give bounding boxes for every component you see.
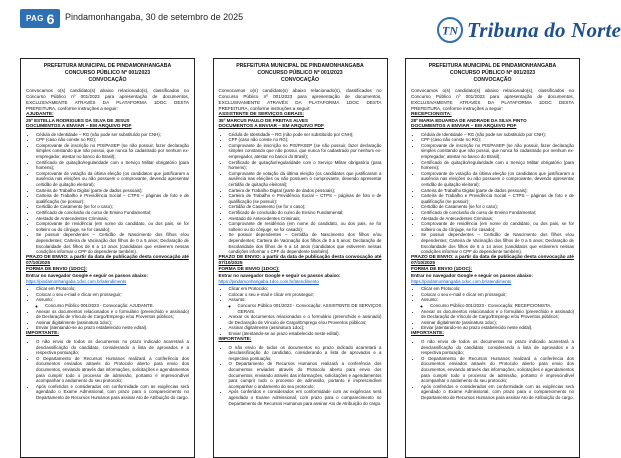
important-item: • Após conferidos e considerados em conformidade com as exigências será agendado o Exame Admissional, com prazo para o comparecimento no Departamento de Recursos Humanos para assinar Ato de Atribuição do cargo. [36,384,189,401]
important-item: • Após conferidos e considerados em conformidade com as exigências será agendado o Exame Admissional, com prazo para o comparecimento no Departamento de Recursos Humanos para assinar Ato de Atribuição do cargo. [229,389,382,406]
page-badge [20,9,60,28]
assunto-item: ◦ Concurso Público 001/2023 - Convocação: RECEPCIONISTA. [430,303,574,309]
step-item: • Clicar em Protocolo; [421,286,574,292]
step-item: • Assinar digitalmente (assinatura 1doc); [229,325,382,331]
deadline [219,255,382,267]
assunto-label: Assunto: [228,297,246,303]
step-item [36,297,189,308]
column-title-3: CONVOCAÇÃO [473,77,512,83]
important-heading: IMPORTANTE: [218,336,252,342]
step-item: • Anexar os documentos relacionados e o formulário (preenchido e assinado) de Declaração de Vínculo de Cargo/Emprego e/ou Proventos públicos; [421,309,574,320]
step-item: • Anexar os documentos relacionados e o formulário (preenchido e assinado) de Declaração de Vínculo de Cargo/Emprego e/ou Proventos públicos; [36,309,189,320]
column-title-2: CONCURSO PÚBLICO Nº 001/2023 [257,70,343,76]
role-heading: RECEPCIONISTA: [411,111,452,117]
important-item: • O não envio de todos os documentos no prazo indicado acarretará a desclassificação do candidato, considerando a lista de aprovados e a respectiva pontuação; [421,339,574,356]
doc-item: • Carteira de Trabalho Digital (parte de dados pessoais); [229,188,382,194]
candidate-name: 25º ESTELLA RODRIGUES DA SILVA DE JESUS [26,117,130,123]
doc-item: • Certificado de conclusão do curso de Ensino Fundamental; [36,210,189,216]
doc-item: • Carteira de Trabalho e Previdência Social – CTPS – páginas de foto e de qualificação (se possuir); [36,193,189,204]
docs-heading: DOCUMENTOS A ENVIAR – EM ARQUIVO PDF [218,123,324,129]
doc-item: • Atestado de Antecedentes Criminais; [229,216,382,222]
docs-list [411,132,574,255]
important-item: • O Departamento de Recursos Humanos realizará a conferência dos documentos enviados através do Protocolo aberto para envio dos documentos, enviando através das informações, solicitações e agendamentos para cumprir todo o processo de admissão, portanto é imprescindível acompanhar o andamento do seu protocolo; [421,356,574,384]
doc-item: • Comprovante de residência (em nome do candidato, ou dos pais, se for solteiro ou do cônjuge, se for casado); [229,221,382,232]
column-assistente [213,58,388,458]
important-item: • Após conferidos e considerados em conformidade com as exigências será agendado o Exame Admissional, com prazo para o comparecimento no Departamento de Recursos Humanos para assinar Ato de Atribuição do cargo. [421,384,574,401]
step-item: • Enviar (atentando-se ao prazo estabelecido neste edital). [421,325,574,331]
doc-item: • Comprovante de inscrição no PIS/PASEP (se não possuir, fazer declaração simples constando que não possui, que nunca foi cadastrado por nenhum ex-empregador, atestar no banco do Brasil); [229,143,382,160]
important-list [219,345,382,407]
steps-list [219,286,382,336]
dateline: Pindamonhangaba, 30 de setembro de 2025 [65,12,244,22]
column-title-3: CONVOCAÇÃO [88,77,127,83]
doc-item: • Comprovante de votação da última eleição (os candidatos que justificaram a ausência nas eleições ou não possuem o comprovante, devendo apresentar certidão de quitação eleitoral); [421,171,574,188]
newspaper-header [0,0,621,58]
form-link[interactable]: https://pindamonhangaba.1doc.com.br/atendimento [218,278,319,284]
step-item: • Assinar digitalmente (assinatura 1doc); [421,320,574,326]
important-heading: IMPORTANTE: [26,331,59,337]
intro-paragraph: Convocamos o(s) candidato(s) abaixo relacionado(s), classificados no Concurso Público nº 001/2023 para apresentação de documentos, EXCLUSIVAMENTE ATRAVÉS DA PLATAFORMA 1DOC DESTA PREFEITURA, conforme instruções a seguir: [218,88,382,111]
important-list [26,339,189,401]
page-word: PAG [26,14,44,23]
doc-item: • Certidão de Casamento (se for o caso); [229,204,382,210]
doc-item: • Comprovante de votação da última eleição (os candidatos que justificaram a ausência nas eleições ou não possuem o comprovante, devendo apresentar certidão de quitação eleitoral); [36,171,189,188]
deadline-text: PRAZO DE ENVIO: a partir da data de publicação desta convocação até [26,254,189,260]
intro-paragraph: Convocamos o(s) candidato(s) abaixo relacionado(s), classificados no Concurso Público nº 001/2023 para apresentação de documentos, EXCLUSIVAMENTE ATRAVÉS DA PLATAFORMA 1DOC DESTA PREFEITURA, conforme instruções a seguir: [26,88,189,111]
column-recepcionista [405,58,580,458]
form-link[interactable]: https://pindamonhangaba.1doc.com.br/atendimento [26,278,127,284]
column-title-1: PREFEITURA MUNICIPAL DE PINDAMONHANGABA [43,63,172,69]
assunto-label: Assunto: [36,297,54,303]
form-intro: Entrar no navegador Google e seguir os passos abaixo: [218,272,341,278]
docs-list [26,132,189,255]
important-item: • O não envio de todos os documentos no prazo indicado acarretará a desclassificação do candidato, considerando a lista de aprovados e a respectiva pontuação; [36,339,189,356]
doc-item: • Comprovante de residência (em nome do candidato, ou dos pais, se for solteiro ou do cônjuge, se for casado); [421,221,574,232]
step-item: • Enviar (atentando-se ao prazo estabelecido neste edital). [36,325,189,331]
doc-item: • Cédula de Identidade – RG (não pode ser substituído por CNH); [229,132,382,138]
deadline-text: PRAZO DE ENVIO: a partir da data de publicação desta convocação até [218,254,382,260]
column-title-1: PREFEITURA MUNICIPAL DE PINDAMONHANGABA [428,63,557,69]
doc-item: • Comprovante de votação da última eleição (os candidatos que justificaram a ausência nas eleições ou não possuem o comprovante, devendo apresentar certidão de quitação eleitoral); [229,171,382,188]
tn-logo-icon [437,17,463,43]
step-item: • Colocar o seu e-mail e clicar em prosseguir; [36,292,189,298]
role-heading: AJUDANTE: [26,111,54,117]
doc-item: • Carteira de Trabalho Digital (parte de dados pessoais); [421,188,574,194]
doc-item: • Certidão de Casamento (se for o caso); [421,204,574,210]
doc-item: • Carteira de Trabalho e Previdência Social – CTPS – páginas de foto e de qualificação (se possuir); [421,193,574,204]
step-item: • Assinar digitalmente (assinatura 1doc); [36,320,189,326]
assunto-item: ◦ Concurso Público 001/2023 - Convocação: ASSISTENTE DE SERVIÇOS GERAIS. [238,303,382,314]
form-intro: Entrar no navegador Google e seguir os passos abaixo: [26,272,149,278]
logo-mark-text: TN [442,23,458,38]
important-heading: IMPORTANTE: [411,331,444,337]
form-heading: FORMA DE ENVIO (1DOC): [26,266,88,272]
page-number: 6 [46,10,55,27]
doc-item: • Comprovante de inscrição no PIS/PASEP (se não possuir, fazer declaração simples constando que não possui, que nunca foi cadastrado por nenhum ex-empregador, atestar no banco do Brasil); [36,143,189,160]
column-ajudante [20,58,195,458]
intro-paragraph: Convocamos o(s) candidato(s) abaixo relacionado(s), classificados no Concurso Público nº 001/2023 para apresentação de documentos, EXCLUSIVAMENTE ATRAVÉS DA PLATAFORMA 1DOC DESTA PREFEITURA, conforme instruções a seguir: [411,88,574,111]
important-item: • O Departamento de Recursos Humanos realizará a conferência dos documentos enviados através do Protocolo aberto para envio dos documentos, enviando através das informações, solicitações e agendamentos para cumprir todo o processo de admissão, portanto é imprescindível acompanhar o andamento do seu protocolo; [36,356,189,384]
doc-item: • CPF (caso não conste no RG); [36,137,189,143]
step-item: • Colocar o seu e-mail e clicar em prosseguir; [229,292,382,298]
doc-item: • Certificado de quitação/regularidade com o Serviço Militar obrigatório (para homens); [36,160,189,171]
doc-item: • Atestado de Antecedentes Criminais; [36,216,189,222]
docs-list [219,132,382,255]
form-heading: FORMA DE ENVIO (1DOC): [411,266,473,272]
important-item: • O Departamento de Recursos Humanos realizará a conferência dos documentos enviados através do Protocolo aberto para envio dos documentos, enviando através das informações, solicitações e agendamentos para cumprir todo o processo de admissão, portanto é imprescindível acompanhar o andamento do seu protocolo; [229,361,382,389]
step-item: • Anexar os documentos relacionados e o formulário (preenchido e assinado) de Declaração de Vínculo de Cargo/Emprego e/ou Proventos públicos; [229,314,382,325]
docs-heading: DOCUMENTOS A ENVIAR – EM ARQUIVO PDF [411,123,517,129]
doc-item: • Certificado de quitação/regularidade com o Serviço Militar obrigatório (para homens); [229,160,382,171]
doc-item: • Carteira de Trabalho e Previdência Social – CTPS – páginas de foto e de qualificação (se possuir); [229,193,382,204]
step-item: • Clicar em Protocolo; [36,286,189,292]
doc-item: • Certidão de Casamento (se for o caso); [36,204,189,210]
doc-item: • Carteira de Trabalho Digital (parte de dados pessoais); [36,188,189,194]
form-intro: Entrar no navegador Google e seguir os passos abaixo: [411,272,534,278]
deadline [411,255,574,267]
assunto-label: Assunto: [421,297,439,303]
logo-text: Tribuna do Norte [467,17,621,42]
column-title-2: CONCURSO PÚBLICO Nº 001/2023 [64,70,151,76]
assunto-item: ◦ Concurso Público 001/2023 - Convocação: AJUDANTE. [45,303,189,309]
doc-item: • Comprovante de inscrição no PIS/PASEP (se não possuir, fazer declaração simples constando que não possui, que nunca foi cadastrado por nenhum ex-empregador, atestar no banco do Brasil); [421,143,574,160]
announcement-columns [20,58,580,450]
deadline-text: PRAZO DE ENVIO: a partir da data de publicação desta convocação até [411,254,574,260]
steps-list [26,286,189,331]
doc-item: • Atestado de Antecedentes Criminais; [421,216,574,222]
newspaper-logo [437,17,621,43]
doc-item: • Cédula de Identidade – RG (não pode ser substituído por CNH); [36,132,189,138]
deadline-date: 07/10/2025 [218,260,243,266]
role-heading: ASSISTENTE DE SERVIÇOS GERAIS: [218,111,304,117]
doc-item: • Comprovante de residência (em nome do candidato, ou dos pais, se for solteiro ou do cônjuge, se for casado); [36,221,189,232]
steps-list [411,286,574,331]
column-title-2: CONCURSO PÚBLICO Nº 001/2023 [449,70,536,76]
doc-item: • Cédula de Identidade – RG (não pode ser substituído por CNH); [421,132,574,138]
doc-item: • Certificado de conclusão do curso de Ensino Fundamental; [229,210,382,216]
step-item [421,297,574,308]
form-heading: FORMA DE ENVIO (1DOC): [218,266,280,272]
step-item: • Clicar em Protocolo; [229,286,382,292]
deadline-date: 07/10/2025 [26,260,51,266]
doc-item: • Certificado de conclusão do curso de Ensino Fundamental; [421,210,574,216]
doc-item: • Se possuir dependentes – Certidão de Nascimento dos filhos e/ou dependentes; Carteira de Vacinação dos filhos de 0 a 5 anos; Declaração de Escolaridade dos filhos de 6 a 14 anos (candidatos que estiverem nessas condições informar o CPF do dependente também). [36,232,189,254]
column-title-3: CONVOCAÇÃO [280,77,320,83]
deadline [26,255,189,267]
doc-item: • CPF (caso não conste no RG); [421,137,574,143]
important-list [411,339,574,401]
doc-item: • Se possuir dependentes – Certidão de Nascimento dos filhos e/ou dependentes; Carteira de Vacinação dos filhos de 0 a 5 anos; Declaração de Escolaridade dos filhos de 6 a 14 anos (candidatos que estiverem nessas condições informar o CPF do dependente também). [421,232,574,254]
docs-heading: DOCUMENTOS A ENVIAR – EM ARQUIVO PDF [26,123,132,129]
doc-item: • CPF (caso não conste no RG); [229,137,382,143]
deadline-date: 07/10/2025 [411,260,436,266]
step-item: • Enviar (atentando-se ao prazo estabelecido neste edital). [229,331,382,337]
doc-item: • Se possuir dependentes – Certidão de Nascimento dos filhos e/ou dependentes; Carteira de Vacinação dos filhos de 0 a 5 anos; Declaração de Escolaridade dos filhos de 6 a 14 anos (candidatos que estiverem nessas condições informar o CPF do dependente também). [229,232,382,254]
important-item: • O não envio de todos os documentos no prazo indicado acarretará a desclassificação do candidato, considerando a lista de aprovados e a respectiva pontuação; [229,345,382,362]
step-item [229,297,382,314]
doc-item: • Certificado de quitação/regularidade com o Serviço Militar obrigatório (para homens); [421,160,574,171]
form-link[interactable]: https://pindamonhangaba.1doc.com.br/atendimento [411,278,512,284]
candidate-name: 28º MARIA EDUARDA DE ANDRADE DA SILVA PINTO [411,117,527,123]
candidate-name: 35º MARCUS PAULO DE FREITAS ALVES [218,117,309,123]
step-item: • Colocar o seu e-mail e clicar em prosseguir; [421,292,574,298]
column-title-1: PREFEITURA MUNICIPAL DE PINDAMONHANGABA [236,63,364,69]
